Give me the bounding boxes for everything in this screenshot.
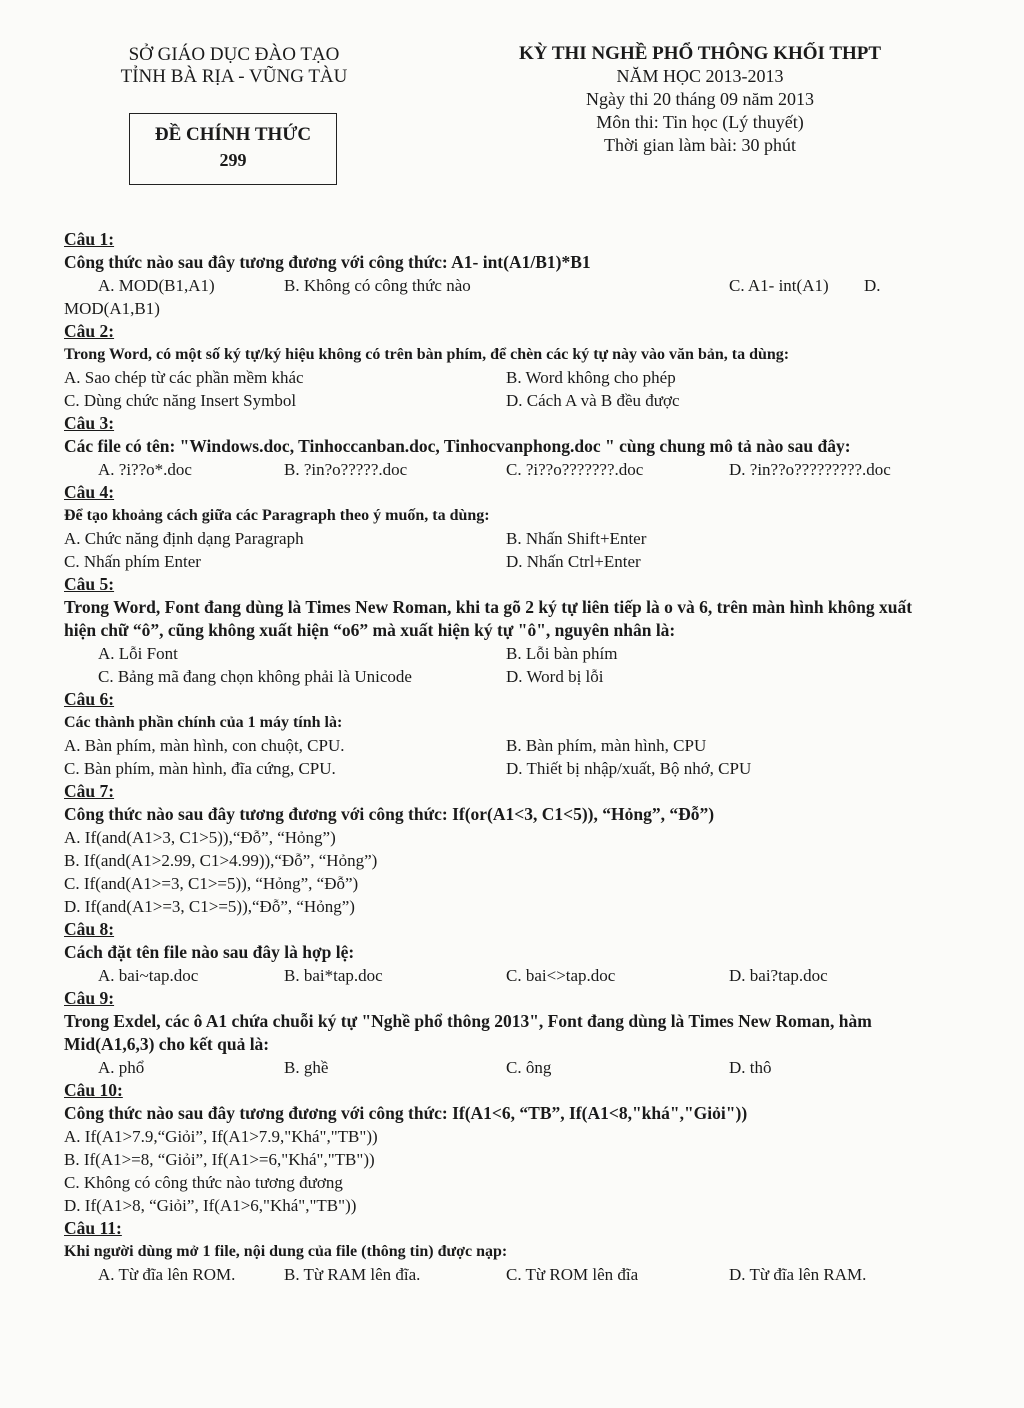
- answer-a: A. bai~tap.doc: [98, 966, 199, 985]
- answer-row: [64, 458, 944, 481]
- answer-d: D. If(A1>8, “Giỏi”, If(A1>6,"Khá","TB")): [64, 1196, 357, 1215]
- school-year: NĂM HỌC 2013-2013: [616, 66, 784, 86]
- answer-d: D. Thiết bị nhập/xuất, Bộ nhớ, CPU: [506, 759, 752, 778]
- province-name: TỈNH BÀ RỊA - VŨNG TÀU: [120, 66, 348, 87]
- question-1: [64, 228, 944, 320]
- question-label: Câu 10:: [64, 1080, 123, 1100]
- answer-c: C. Từ ROM lên đĩa: [506, 1265, 639, 1284]
- question-label: Câu 3:: [64, 413, 115, 433]
- question-text: Công thức nào sau đây tương đương với công thức: If(or(A1<3, C1<5)), “Hỏng”, “Đỗ”): [64, 804, 715, 824]
- answer-b: B. If(and(A1>2.99, C1>4.99)),“Đỗ”, “Hỏng”): [64, 851, 378, 870]
- question-2: [64, 320, 944, 412]
- answer-d: D. If(and(A1>=3, C1>=5)),“Đỗ”, “Hỏng”): [64, 897, 355, 916]
- question-list: [64, 228, 944, 1286]
- answer-b: B. Word không cho phép: [506, 368, 676, 387]
- question-label: Câu 6:: [64, 689, 115, 709]
- question-7: [64, 780, 944, 918]
- answer-row: [64, 366, 944, 389]
- question-4: [64, 481, 944, 573]
- question-label: Câu 5:: [64, 574, 115, 594]
- answer-b: B. Lỗi bàn phím: [506, 644, 618, 663]
- answer-c: C. Nhấn phím Enter: [64, 552, 201, 571]
- answer-c: C. Dùng chức năng Insert Symbol: [64, 391, 297, 410]
- answer-c: C. Bảng mã đang chọn không phải là Unicode: [98, 667, 412, 686]
- exam-date: Ngày thi 20 tháng 09 năm 2013: [586, 89, 814, 109]
- answer-a: A. phổ: [98, 1058, 145, 1077]
- answer-row: [64, 274, 944, 297]
- answer-c: C. bai<>tap.doc: [506, 966, 616, 985]
- answer-a: A. MOD(B1,A1): [98, 276, 215, 295]
- answer-a: A. Chức năng định dạng Paragraph: [64, 529, 304, 548]
- answer-row: [64, 734, 944, 757]
- answer-c: C. ông: [506, 1058, 552, 1077]
- answer-row: [64, 665, 944, 688]
- exam-code: 299: [219, 150, 247, 170]
- answer-a: A. Lỗi Font: [98, 644, 178, 663]
- answer-c: C. Bàn phím, màn hình, đĩa cứng, CPU.: [64, 759, 336, 778]
- answer-a: A. Bàn phím, màn hình, con chuột, CPU.: [64, 736, 345, 755]
- question-text: Trong Word, có một số ký tự/ký hiệu không có trên bàn phím, để chèn các ký tự này vào văn bản, ta dùng:: [64, 346, 790, 363]
- answer-a: A. Từ đĩa lên ROM.: [98, 1265, 236, 1284]
- answer-row: [64, 642, 944, 665]
- answer-c: C. A1- int(A1): [729, 276, 829, 295]
- exam-subject: Môn thi: Tin học (Lý thuyết): [596, 112, 804, 132]
- answer-d: D. thô: [729, 1058, 772, 1077]
- answer-row: [64, 527, 944, 550]
- answer-a: A. ?i??o*.doc: [98, 460, 192, 479]
- question-text: Để tạo khoảng cách giữa các Paragraph theo ý muốn, ta dùng:: [64, 507, 490, 524]
- answer-b: B. ?in?o?????.doc: [284, 460, 408, 479]
- answer-b: B. If(A1>=8, “Giỏi”, If(A1>=6,"Khá","TB")): [64, 1150, 375, 1169]
- answer-row: [64, 964, 944, 987]
- question-5: [64, 573, 944, 688]
- answer-b: B. bai*tap.doc: [284, 966, 383, 985]
- question-label: Câu 8:: [64, 919, 115, 939]
- exam-info: [470, 42, 930, 157]
- answer-d: D. Cách A và B đều được: [506, 391, 680, 410]
- answer-c: C. ?i??o???????.doc: [506, 460, 644, 479]
- answer-b: B. Bàn phím, màn hình, CPU: [506, 736, 707, 755]
- answer-b: B. Từ RAM lên đĩa.: [284, 1265, 421, 1284]
- answer-d: D. Từ đĩa lên RAM.: [729, 1265, 867, 1284]
- issuing-department: [104, 44, 364, 88]
- exam-title: KỲ THI NGHỀ PHỔ THÔNG KHỐI THPT: [518, 43, 882, 64]
- answer-row: [64, 1263, 944, 1286]
- question-label: Câu 9:: [64, 988, 115, 1008]
- answer-b: B. ghề: [284, 1058, 329, 1077]
- question-text: Trong Word, Font đang dùng là Times New Roman, khi ta gõ 2 ký tự liên tiếp là o và 6, trên màn hình không xuất hiện chữ “ô”, cũng không xuất hiện “o6” mà xuất hiện ký tự "ô", nguyên nhân là:: [64, 597, 913, 640]
- official-exam-box: [129, 113, 337, 185]
- answer-b: B. Nhấn Shift+Enter: [506, 529, 647, 548]
- answer-d: MOD(A1,B1): [64, 299, 160, 318]
- question-6: [64, 688, 944, 780]
- answer-d-prefix: D.: [864, 276, 881, 295]
- official-label: ĐỀ CHÍNH THỨC: [154, 124, 312, 145]
- question-label: Câu 2:: [64, 321, 115, 341]
- answer-a: A. If(and(A1>3, C1>5)),“Đỗ”, “Hỏng”): [64, 828, 336, 847]
- question-9: [64, 987, 944, 1079]
- answer-c: C. If(and(A1>=3, C1>=5)), “Hỏng”, “Đỗ”): [64, 874, 359, 893]
- answer-row: [64, 550, 944, 573]
- department-name: SỞ GIÁO DỤC ĐÀO TẠO: [128, 44, 340, 65]
- answer-b: B. Không có công thức nào: [284, 276, 471, 295]
- question-text: Trong Exdel, các ô A1 chứa chuỗi ký tự "Nghề phổ thông 2013", Font đang dùng là Times New Roman, hàm Mid(A1,6,3) cho kết quả là:: [64, 1011, 872, 1054]
- question-text: Công thức nào sau đây tương đương với công thức: A1- int(A1/B1)*B1: [64, 252, 591, 272]
- question-label: Câu 7:: [64, 781, 115, 801]
- question-10: [64, 1079, 944, 1217]
- question-label: Câu 1:: [64, 229, 115, 249]
- answer-c: C. Không có công thức nào tương đương: [64, 1173, 343, 1192]
- answer-d: D. ?in??o?????????.doc: [729, 460, 891, 479]
- question-text: Các thành phần chính của 1 máy tính là:: [64, 714, 343, 731]
- exam-duration: Thời gian làm bài: 30 phút: [604, 135, 796, 155]
- answer-d: D. Word bị lỗi: [506, 667, 604, 686]
- question-label: Câu 11:: [64, 1218, 122, 1238]
- question-text: Các file có tên: "Windows.doc, Tinhoccanban.doc, Tinhocvanphong.doc " cùng chung mô tả nào sau đây:: [64, 436, 851, 456]
- question-text: Cách đặt tên file nào sau đây là hợp lệ:: [64, 942, 355, 962]
- answer-d: D. bai?tap.doc: [729, 966, 828, 985]
- answer-row: [64, 389, 944, 412]
- question-text: Khi người dùng mở 1 file, nội dung của file (thông tin) được nạp:: [64, 1243, 508, 1260]
- question-3: [64, 412, 944, 481]
- answer-a: A. If(A1>7.9,“Giỏi”, If(A1>7.9,"Khá","TB")): [64, 1127, 378, 1146]
- answer-d: D. Nhấn Ctrl+Enter: [506, 552, 641, 571]
- question-8: [64, 918, 944, 987]
- answer-a: A. Sao chép từ các phần mềm khác: [64, 368, 304, 387]
- question-text: Công thức nào sau đây tương đương với công thức: If(A1<6, “TB”, If(A1<8,"khá","Giỏi")): [64, 1103, 748, 1123]
- answer-row: [64, 757, 944, 780]
- question-label: Câu 4:: [64, 482, 115, 502]
- question-11: [64, 1217, 944, 1286]
- answer-row: [64, 1056, 944, 1079]
